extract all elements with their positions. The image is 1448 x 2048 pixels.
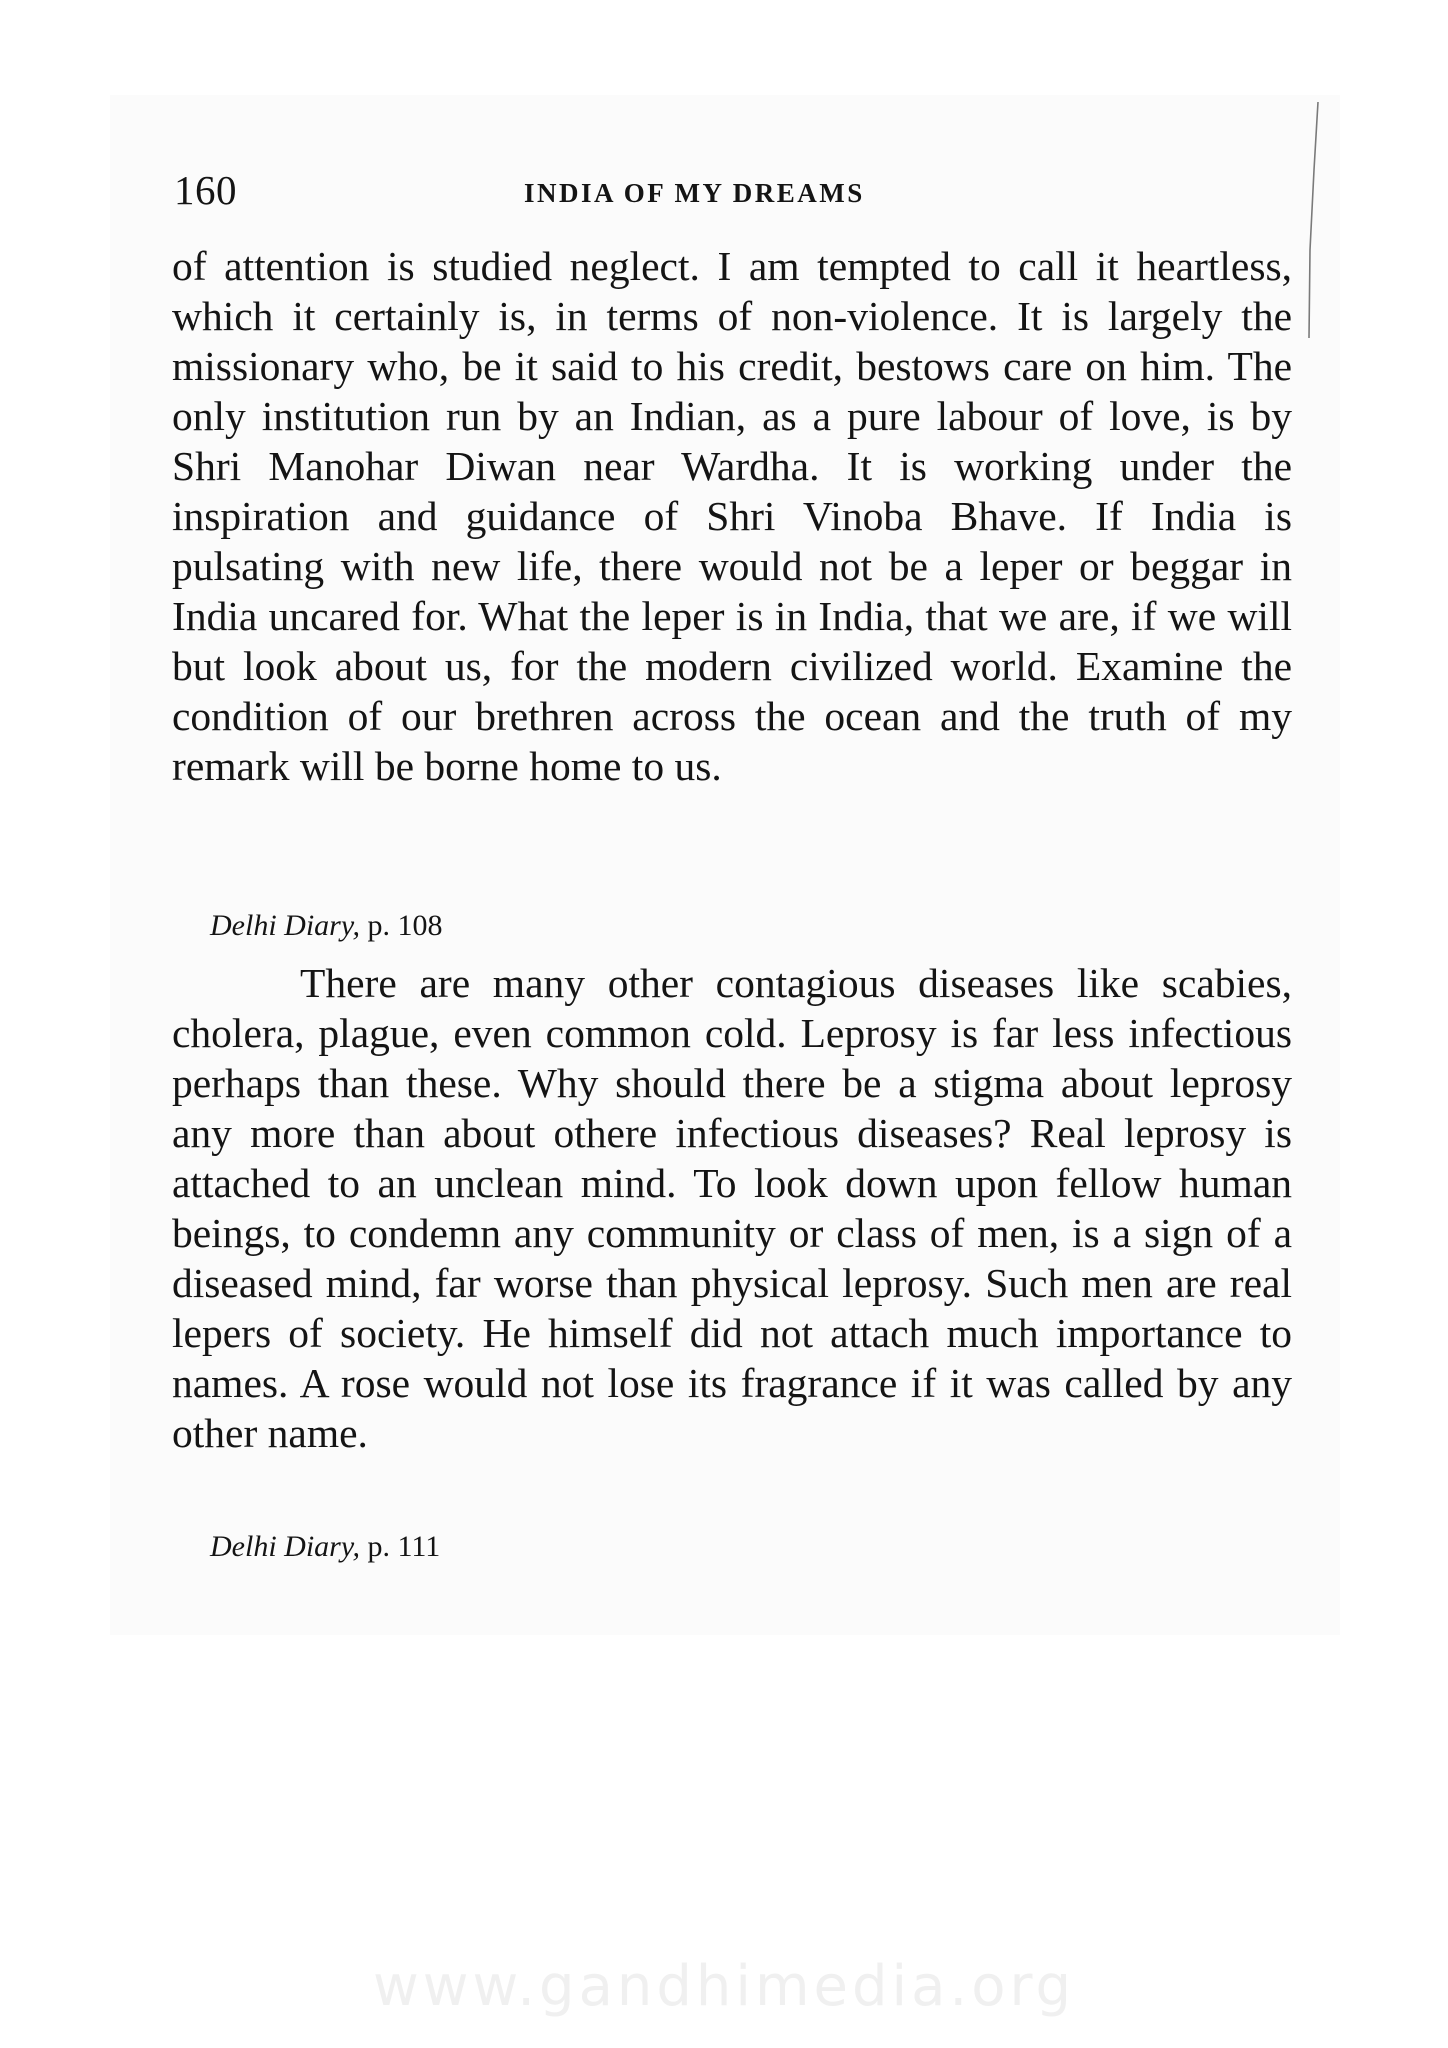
- pen-stroke-mark: [1300, 100, 1320, 340]
- paragraph-1: [172, 241, 1292, 791]
- watermark-text: www.gandhimedia.org: [372, 1954, 1076, 2019]
- page-header: [174, 166, 1294, 226]
- source-citation-1: [210, 906, 443, 946]
- page-number: 160: [174, 167, 237, 213]
- source-citation-1-page: p. 108: [367, 909, 443, 942]
- source-citation-2: [210, 1527, 440, 1567]
- paragraph-2-text: There are many other contagious diseases like scabies, cholera, plague, even common cold. Leprosy is far less infectious perhaps than these. Why should there be a stigma about leprosy any more than about othere infectious diseases? Real leprosy is attached to an unclean mind. To look down upon fellow human beings, to condemn any community or class of men, is a sign of a diseased mind, far worse than physical leprosy. Such men are real lepers of society. He himself did not attach much importance to names. A rose would not lose its fragrance if it was called by any other name.: [172, 960, 1292, 1456]
- source-citation-2-page: p. 111: [367, 1530, 441, 1563]
- source-citation-2-title: Delhi Diary,: [210, 1530, 360, 1563]
- source-citation-1-title: Delhi Diary,: [210, 909, 360, 942]
- running-title: INDIA OF MY DREAMS: [524, 178, 865, 208]
- paragraph-2: [172, 958, 1292, 1458]
- paragraph-1-text: of attention is studied neglect. I am tempted to call it heartless, which it certainly is, in terms of non-violence. It is largely the missionary who, be it said to his credit, bestows care on him. The only institution run by an Indian, as a pure labour of love, is by Shri Manohar Diwan near Wardha. It is working under the inspiration and guidance of Shri Vinoba Bhave. If India is pulsating with new life, there would not be a leper or beggar in India uncared for. What the leper is in India, that we are, if we will but look about us, for the modern civilized world. Examine the condition of our brethren across the ocean and the truth of my remark will be borne home to us.: [172, 243, 1292, 789]
